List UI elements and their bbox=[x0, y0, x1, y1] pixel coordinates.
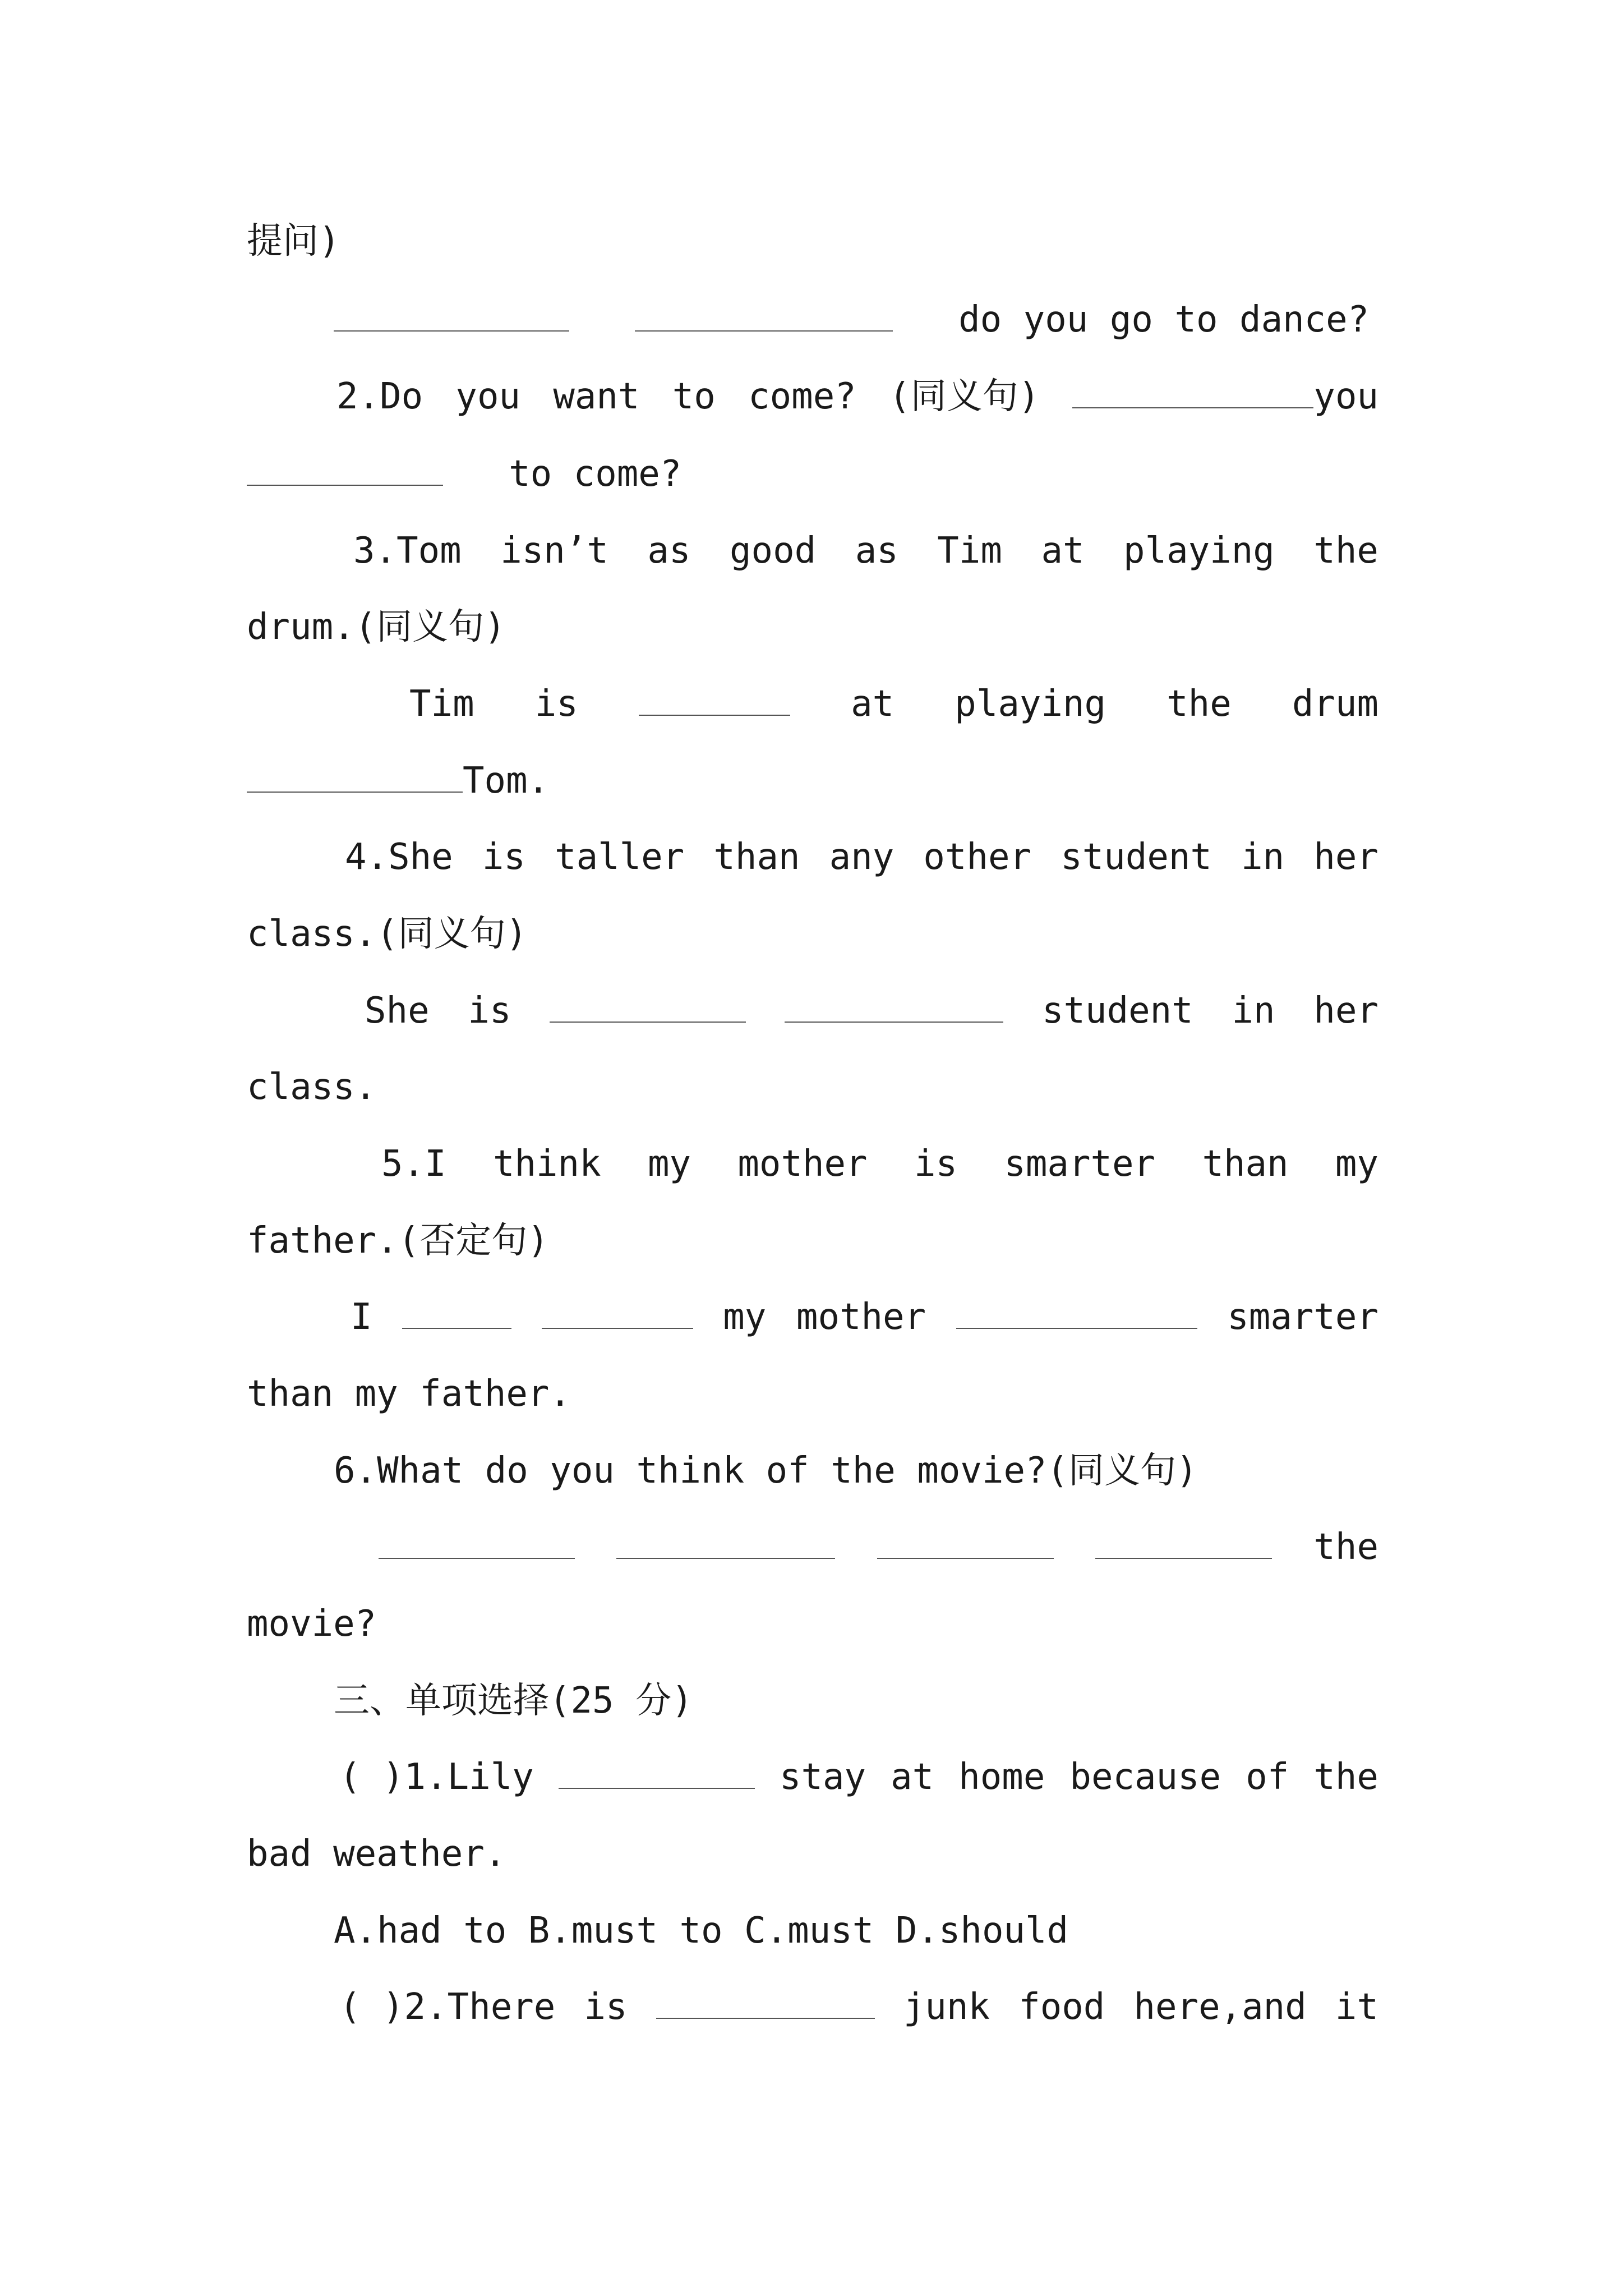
word: ( )1.Lily bbox=[339, 1756, 534, 1798]
word: here,and bbox=[1133, 1986, 1307, 2028]
answer-blank[interactable] bbox=[656, 1984, 875, 2019]
line-text: father.(否定句) bbox=[247, 1220, 549, 1262]
line-text: movie? bbox=[247, 1603, 377, 1645]
line-text: bad weather. bbox=[247, 1833, 506, 1875]
word: the bbox=[1166, 683, 1232, 725]
answer-blank[interactable] bbox=[956, 1294, 1197, 1329]
word: isn’t bbox=[500, 530, 608, 572]
answer-blank[interactable] bbox=[1072, 374, 1313, 408]
word: is bbox=[468, 990, 511, 1032]
word: smarter bbox=[1227, 1296, 1378, 1338]
word: (同义句) bbox=[889, 376, 1040, 417]
word: smarter bbox=[1004, 1143, 1156, 1185]
word: in bbox=[1232, 990, 1275, 1032]
word: ( )2.There bbox=[339, 1986, 556, 2028]
word: I bbox=[351, 1296, 372, 1338]
word: mother bbox=[737, 1143, 868, 1185]
answer-line bbox=[379, 1519, 1378, 1575]
word: student bbox=[1041, 990, 1193, 1032]
line-text: 提问) bbox=[247, 220, 340, 262]
word: think bbox=[492, 1143, 601, 1185]
word: her bbox=[1313, 990, 1378, 1032]
word: to bbox=[672, 376, 716, 417]
answer-blank[interactable] bbox=[877, 1524, 1054, 1559]
word: at bbox=[851, 683, 895, 725]
word: playing bbox=[1123, 530, 1275, 572]
word: is bbox=[534, 683, 578, 725]
line-text: drum.(同义句) bbox=[247, 606, 506, 648]
text-line bbox=[247, 213, 1378, 269]
word: Tim bbox=[937, 530, 1002, 572]
word: any bbox=[829, 836, 895, 878]
line-text: class. bbox=[247, 1066, 377, 1108]
word: you bbox=[455, 376, 521, 417]
answer-blank[interactable] bbox=[334, 297, 569, 332]
document-page bbox=[247, 0, 1378, 2296]
answer-blank[interactable] bbox=[247, 451, 443, 486]
word: food bbox=[1018, 1986, 1105, 2028]
line-text: do you go to dance? bbox=[958, 299, 1370, 341]
answer-blank[interactable] bbox=[639, 681, 790, 716]
answer-blank[interactable] bbox=[402, 1294, 511, 1329]
word: 2.Do bbox=[336, 376, 423, 417]
answer-blank[interactable] bbox=[616, 1524, 835, 1559]
word: as bbox=[647, 530, 691, 572]
answer-blank[interactable] bbox=[785, 988, 1003, 1023]
question-2 bbox=[336, 369, 1378, 425]
word: in bbox=[1241, 836, 1285, 878]
word: of bbox=[1246, 1756, 1289, 1798]
text-line bbox=[247, 753, 1378, 809]
word: my bbox=[723, 1296, 767, 1338]
word: the bbox=[1313, 530, 1378, 572]
word: taller bbox=[555, 836, 685, 878]
word: because bbox=[1069, 1756, 1221, 1798]
answer-blank[interactable] bbox=[1095, 1524, 1272, 1559]
word: student bbox=[1061, 836, 1212, 878]
line-text: to come? bbox=[509, 453, 682, 495]
answer-blank[interactable] bbox=[247, 758, 463, 793]
line-text: Tom. bbox=[463, 760, 550, 802]
word: mother bbox=[796, 1296, 926, 1338]
word: junk bbox=[903, 1986, 990, 2028]
word: is bbox=[482, 836, 525, 878]
mc-question-1 bbox=[339, 1749, 1378, 1805]
word: home bbox=[958, 1756, 1045, 1798]
question-3 bbox=[353, 523, 1378, 579]
line-text: than my father. bbox=[247, 1373, 571, 1415]
text-line bbox=[247, 599, 1378, 655]
question-6 bbox=[334, 1443, 1378, 1499]
word: my bbox=[647, 1143, 691, 1185]
word: my bbox=[1335, 1143, 1378, 1185]
section-heading bbox=[334, 1673, 1378, 1729]
answer-blank[interactable] bbox=[559, 1754, 755, 1789]
text-line bbox=[247, 1059, 1378, 1115]
word: as bbox=[855, 530, 898, 572]
word: at bbox=[891, 1756, 934, 1798]
answer-blank[interactable] bbox=[379, 1524, 575, 1559]
mc-question-2 bbox=[339, 1979, 1378, 2035]
answer-line bbox=[409, 676, 1378, 732]
text-line bbox=[334, 292, 1378, 348]
line-text: 三、单项选择(25 分) bbox=[334, 1680, 693, 1722]
text-line bbox=[247, 1596, 1378, 1652]
word: than bbox=[1202, 1143, 1289, 1185]
question-5 bbox=[381, 1136, 1378, 1192]
line-text: class.(同义句) bbox=[247, 913, 528, 955]
word: is bbox=[914, 1143, 957, 1185]
word: drum bbox=[1292, 683, 1378, 725]
word: other bbox=[923, 836, 1032, 878]
answer-line bbox=[365, 983, 1378, 1039]
word: the bbox=[1313, 1756, 1378, 1798]
word: the bbox=[1313, 1526, 1378, 1568]
question-4 bbox=[345, 829, 1378, 885]
line-text: A.had to B.must to C.must D.should bbox=[334, 1910, 1069, 1952]
word: 3.Tom bbox=[353, 530, 462, 572]
text-line bbox=[247, 1826, 1378, 1882]
answer-blank[interactable] bbox=[635, 297, 893, 332]
word: you bbox=[1313, 376, 1378, 417]
text-line bbox=[247, 1366, 1378, 1422]
text-line bbox=[247, 1213, 1378, 1269]
word: Tim bbox=[409, 683, 474, 725]
word: is bbox=[584, 1986, 628, 2028]
line-text: 6.What do you think of the movie?(同义句) bbox=[334, 1450, 1198, 1492]
text-line bbox=[247, 906, 1378, 962]
word: playing bbox=[955, 683, 1106, 725]
word: 5.I bbox=[381, 1143, 446, 1185]
word: at bbox=[1041, 530, 1085, 572]
text-line bbox=[247, 446, 1378, 502]
word: She bbox=[365, 990, 430, 1032]
word: than bbox=[713, 836, 800, 878]
word: want bbox=[553, 376, 640, 417]
word: her bbox=[1313, 836, 1378, 878]
word: stay bbox=[779, 1756, 866, 1798]
word: good bbox=[730, 530, 817, 572]
answer-blank[interactable] bbox=[550, 988, 746, 1023]
word: 4.She bbox=[345, 836, 453, 878]
answer-line bbox=[351, 1289, 1378, 1345]
answer-blank[interactable] bbox=[542, 1294, 693, 1329]
word: it bbox=[1335, 1986, 1378, 2028]
mc-options bbox=[334, 1903, 1378, 1959]
word: come? bbox=[748, 376, 856, 417]
